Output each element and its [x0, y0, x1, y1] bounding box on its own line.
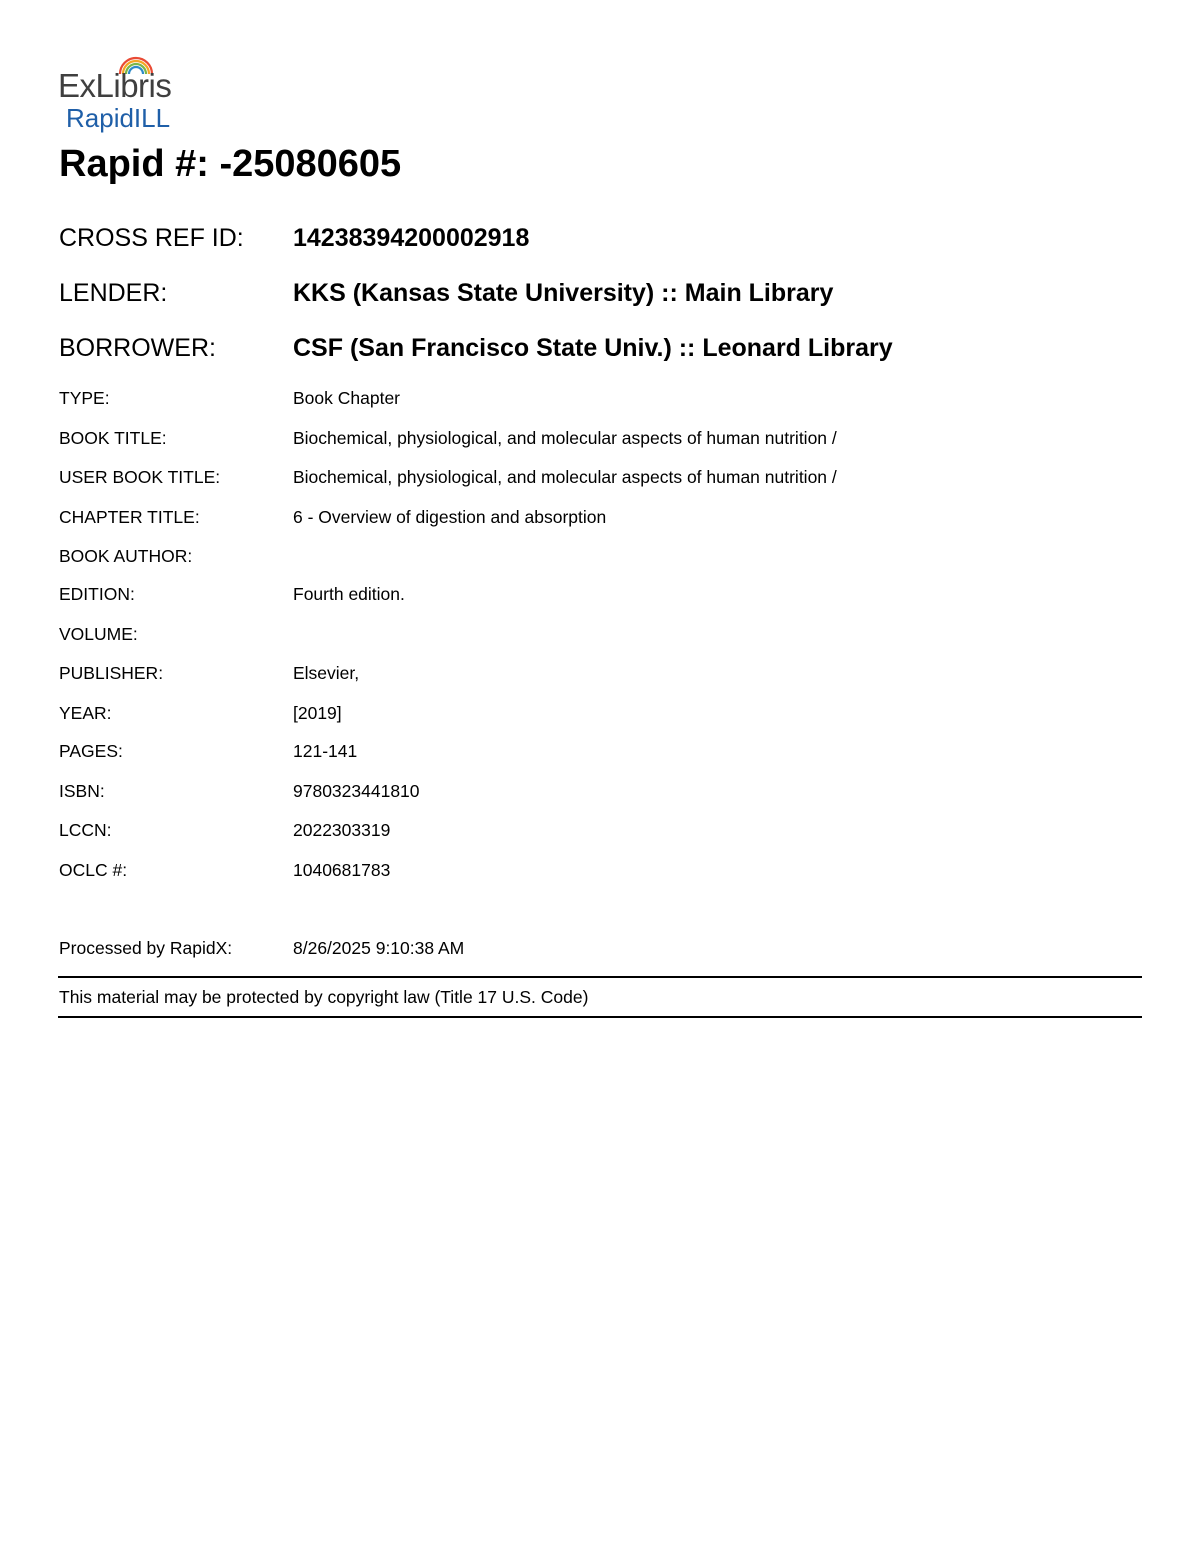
type-label: TYPE: [59, 388, 110, 408]
processed-value: 8/26/2025 9:10:38 AM [293, 938, 465, 958]
lender-label: LENDER: [59, 279, 168, 307]
cross-ref-id-value: 14238394200002918 [293, 224, 530, 252]
processed-label: Processed by RapidX: [59, 938, 233, 958]
bottom-divider [58, 1016, 1142, 1018]
borrower-value: CSF (San Francisco State Univ.) :: Leonard Library [293, 334, 893, 362]
user-book-title-value: Biochemical, physiological, and molecular aspects of human nutrition / [293, 467, 837, 487]
rapid-number-title: Rapid #: -25080605 [59, 143, 402, 185]
cross-ref-id-label: CROSS REF ID: [59, 224, 244, 252]
book-author-label: BOOK AUTHOR: [59, 546, 193, 566]
exlibris-rapidill-logo [58, 56, 198, 136]
year-value: [2019] [293, 703, 342, 723]
book-title-label: BOOK TITLE: [59, 428, 167, 448]
logo-product-text: RapidILL [66, 103, 171, 133]
lccn-value: 2022303319 [293, 820, 391, 840]
oclc-value: 1040681783 [293, 860, 391, 880]
publisher-value: Elsevier, [293, 663, 360, 683]
pages-label: PAGES: [59, 741, 123, 761]
volume-label: VOLUME: [59, 624, 138, 644]
book-title-value: Biochemical, physiological, and molecular aspects of human nutrition / [293, 428, 837, 448]
edition-label: EDITION: [59, 584, 135, 604]
pages-value: 121-141 [293, 741, 358, 761]
publisher-label: PUBLISHER: [59, 663, 164, 683]
top-divider [58, 976, 1142, 978]
copyright-notice: This material may be protected by copyright law (Title 17 U.S. Code) [59, 987, 589, 1007]
oclc-label: OCLC #: [59, 860, 128, 880]
lccn-label: LCCN: [59, 820, 112, 840]
chapter-title-label: CHAPTER TITLE: [59, 507, 200, 527]
logo-brand-text: ExLibris [58, 67, 172, 104]
type-value: Book Chapter [293, 388, 401, 408]
edition-value: Fourth edition. [293, 584, 405, 604]
isbn-value: 9780323441810 [293, 781, 420, 801]
user-book-title-label: USER BOOK TITLE: [59, 467, 221, 487]
year-label: YEAR: [59, 703, 112, 723]
lender-value: KKS (Kansas State University) :: Main Library [293, 279, 834, 307]
chapter-title-value: 6 - Overview of digestion and absorption [293, 507, 607, 527]
isbn-label: ISBN: [59, 781, 105, 801]
borrower-label: BORROWER: [59, 334, 216, 362]
